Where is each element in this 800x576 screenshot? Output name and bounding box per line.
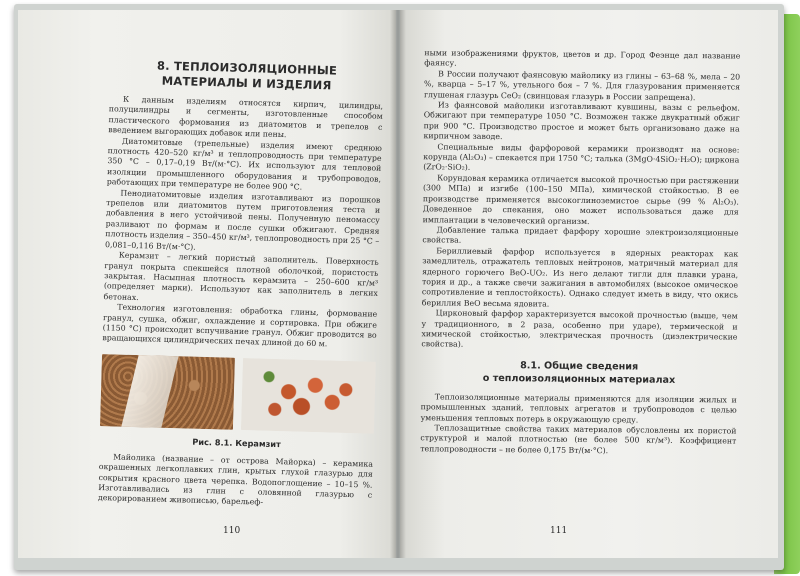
paragraph: Корундовая керамика отличается высокой прочностью при растяжении (300 МПа) и изгибе (100–150 МПа), химической стойкостью. В ее производстве применяется высокоглиноземистое сырье (99 % Al₂O₃). Доведенное до спекания, оно может использоваться даже для имплантации в человеческий организм. [422,173,740,226]
left-page [18,10,396,558]
paragraph: Бериллиевый фарфор используется в ядерных реакторах как замедлитель, отражатель тепловых нейтронов, матричный материал для ядерного горючего BeO-UO₂. Из него делают тигли для плавки урана, тория и др., а также свечи зажигания в автомобилях (высокое омическое сопротивление и теплостойкость). Однако следует иметь в виду, что окись бериллия BeO весьма ядовита. [421,246,739,309]
paragraph: Керамзит – легкий пористый заполнитель. Поверхность гранул покрыта спекшейся плотной оболочкой, пористость закрытая. Насыпная плотность керамзита – 250–600 кг/м³ (определяет марки). Используют как заполнитель в легких бетонах. [103,250,379,302]
paragraph: Майолика (название – от острова Майорка) – керамика окрашенных легкоплавких глин, крытых глухой глазурью для сокрытия красного цвета черепка. Водопоглощение – 10–15 %. Изготавливались из глин с оловянной глазурью с декорированием живописью, барельеф- [97,452,374,508]
paragraph: Пенодиатомитовые изделия изготавливают из порошков трепелов или диатомитов путем приготовления теста и добавления в него устойчивой пены. Полученную пеномассу разливают по формам и после сушки обжигают. Средняя плотность изделия – 350–450 кг/м³, теплопроводность при 25 °С – 0,081–0,116 Вт/(м·°С). [104,188,381,252]
open-book [14,4,784,570]
paragraph: Теплоизоляционные материалы применяются для изоляции жилых и промышленных зданий, тепловых агрегатов и трубопроводов с целью уменьшения тепловых потерь в окружающую среду. [420,392,737,425]
paragraph: Технология изготовления: обработка глины, формование гранул, сушка, обжиг, охлаждение и сортировка. При обжиге (1150 °С) происходит вспучивание гранул. Обжиг проводится во вращающихся цилиндрических печах длиной до 60 м. [102,302,378,349]
section-heading-line2: о теплоизоляционных материалах [482,372,676,386]
paragraph: Из фаянсовой майолики изготавливают кувшины, вазы с рельефом. Обжигают при температуре 1050 °С. Возможен также двукратный обжиг при 900 °С. Производство простое и может быть организовано даже на кирпичном заводе. [423,100,740,142]
page-number-right: 111 [550,526,568,536]
chapter-heading-line1: 8. ТЕПЛОИЗОЛЯЦИОННЫЕ [156,58,338,78]
page-number-left: 110 [223,526,241,536]
paragraph: Добавление талька придает фарфору хорошие электроизоляционные свойства. [422,225,739,245]
section-heading-line1: 8.1. Общие сведения [520,360,639,373]
paragraph: В России получают фаянсовую майолику из глины – 63–68 %, мела – 20 %, кварца – 5–17 %, утельного боя – 7 %. Для глазурования применяется глушеная глазурь CeO₂ (свинцовая глазурь в России запрещена). [423,69,741,102]
figure-photos [100,354,376,434]
paragraph: Специальные виды фарфоровой керамики производят на основе: корунда (Al₂O₃) – спекается при 1750 °С; талька (3MgO·4SiO₂·H₂O); циркона (ZrO₂·SiO₂). [423,142,740,173]
book-spine-gutter [390,10,406,558]
paragraph: ными изображениями фруктов, цветов и др. Город Феэнце дал название фаянсу. [424,48,741,69]
section-heading [421,358,737,387]
chapter-heading-line2: МАТЕРИАЛЫ И ИЗДЕЛИЯ [161,73,332,93]
keramzit-sacks-photo [100,354,235,430]
paragraph: Теплозащитные свойства таких материалов обусловлены их пористой структурой и малой плотностью (не более 500 кг/м³). Коэффициент теплопроводности – не более 0,175 Вт/(м·°С). [420,423,737,456]
right-page [400,10,778,558]
paragraph: Диатомитовые (трепельные) изделия имеют среднюю плотность 420–520 кг/м³ и теплопроводность при температуре 350 °С – 0,17–0,19 Вт/(м·°С). Их используют для тепловой изоляции промышленного оборудования и трубопроводов, работающих при температуре не более 900 °С. [106,136,382,192]
figure-caption: Рис. 8.1. Керамзит [192,436,282,449]
paragraph: Цирконовый фарфор характеризуется высокой прочностью (выше, чем у традиционного, в 2 раза, особенно при ударе), термической и химической стойкостью, электрическая прочность (диэлектрические свойства). [421,308,738,350]
keramzit-pellets-photo [241,358,376,434]
paragraph: К данным изделиям относятся кирпич, цилиндры, полуцилиндры и сегменты, изготовленные способом пластического формования из диатомитов и трепелов с введением выгорающих добавок или пены. [108,94,384,140]
chapter-heading [109,57,384,95]
